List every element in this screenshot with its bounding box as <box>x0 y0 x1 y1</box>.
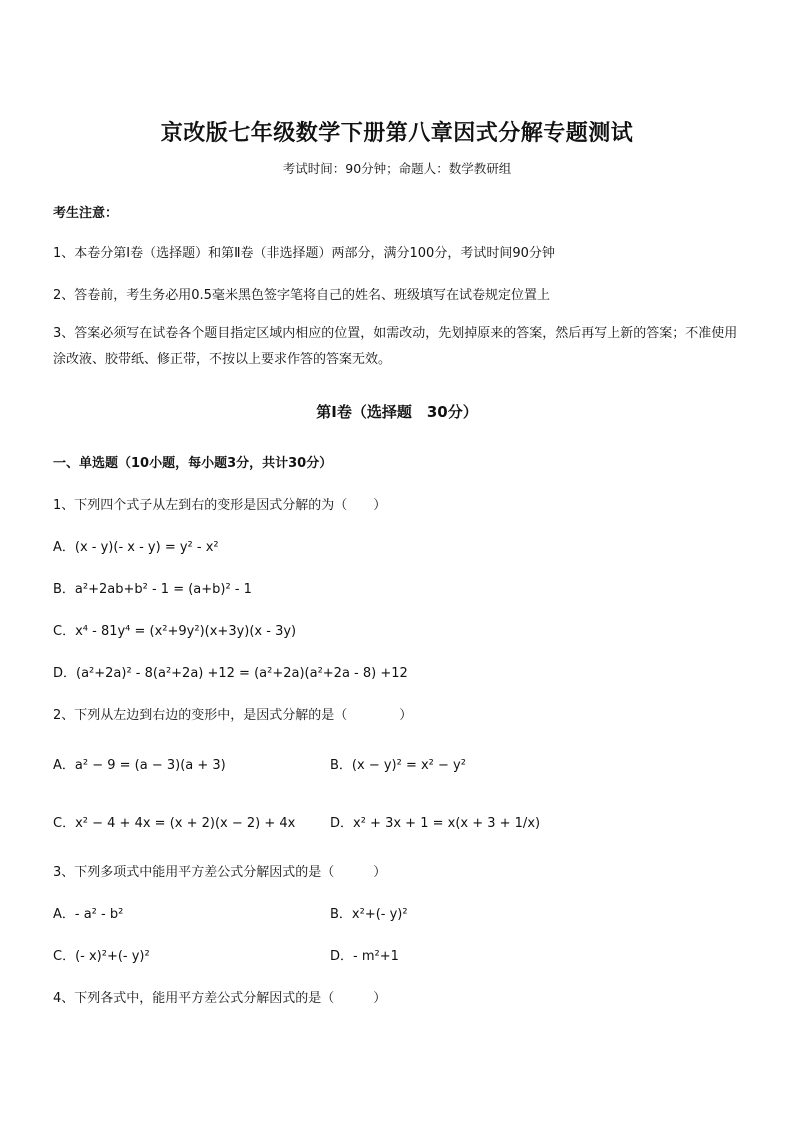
page-title: 京改版七年级数学下册第八章因式分解专题测试 <box>160 120 634 146</box>
question-2-option-a[interactable]: A．a² − 9 = (a − 3)(a + 3) <box>53 758 226 773</box>
question-2-option-c[interactable]: C．x² − 4 + 4x = (x + 2)(x − 2) + 4x <box>53 816 296 831</box>
page-subtitle: 考试时间：90分钟；命题人：数学教研组 <box>282 161 512 176</box>
part-title: 一、单选题（10小题，每小题3分，共计30分） <box>53 456 333 471</box>
section-title: 第Ⅰ卷（选择题 30分） <box>316 403 478 421</box>
notice-item-1: 1、本卷分第Ⅰ卷（选择题）和第Ⅱ卷（非选择题）两部分，满分100分，考试时间90分钟 <box>53 246 555 261</box>
question-3-option-c[interactable]: C．(- x)²+(- y)² <box>53 949 150 964</box>
question-2-option-d[interactable]: D．x² + 3x + 1 = x(x + 3 + 1/x) <box>330 816 541 831</box>
question-1-option-b[interactable]: B．a²+2ab+b² - 1 = (a+b)² - 1 <box>53 582 252 597</box>
question-1-option-c[interactable]: C．x⁴ - 81y⁴ = (x²+9y²)(x+3y)(x - 3y) <box>53 624 297 639</box>
question-1-stem: 1、下列四个式子从左到右的变形是因式分解的为（ ） <box>53 498 387 513</box>
question-2-option-b[interactable]: B．(x − y)² = x² − y² <box>330 758 466 773</box>
question-1-option-a[interactable]: A．(x - y)(- x - y) = y² - x² <box>53 540 219 555</box>
notice-item-2: 2、答卷前，考生务必用0.5毫米黑色签字笔将自己的姓名、班级填写在试卷规定位置上 <box>53 288 550 303</box>
notice-heading: 考生注意： <box>53 206 119 221</box>
question-3-option-b[interactable]: B．x²+(- y)² <box>330 907 408 922</box>
notice-item-3: 3、答案必须写在试卷各个题目指定区域内相应的位置，如需改动，先划掉原来的答案，然后再写上新的答案；不准使用涂改液、胶带纸、修正带，不按以上要求作答的答案无效。 <box>53 326 738 367</box>
question-3-stem: 3、下列多项式中能用平方差公式分解因式的是（ ） <box>53 865 387 880</box>
question-3-option-d[interactable]: D．- m²+1 <box>330 949 399 964</box>
question-4-stem: 4、下列各式中，能用平方差公式分解因式的是（ ） <box>53 991 387 1006</box>
question-3-option-a[interactable]: A．- a² - b² <box>53 907 124 922</box>
question-1-option-d[interactable]: D．(a²+2a)² - 8(a²+2a) +12 = (a²+2a)(a²+2a - 8) +12 <box>53 666 408 681</box>
question-2-stem: 2、下列从左边到右边的变形中，是因式分解的是（ ） <box>53 708 413 723</box>
